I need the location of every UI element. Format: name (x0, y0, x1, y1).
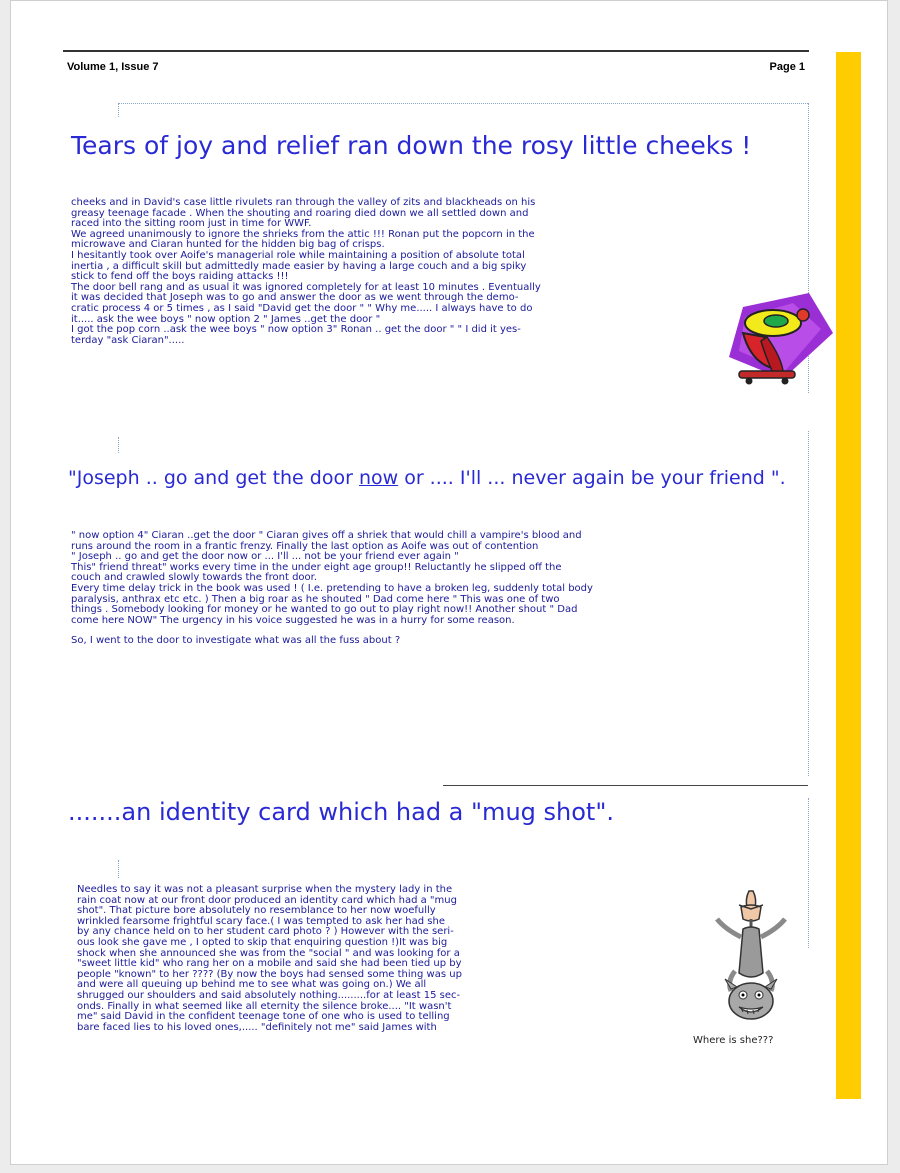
article2-body (71, 531, 593, 647)
body-line: microwave and Ciaran hunted for the hidden big bag of crisps. (71, 239, 385, 251)
section-rule (443, 785, 808, 786)
body-line: This" friend threat" works every time in the under eight age group!! Reluctantly he slipped off the (71, 561, 562, 573)
body-line: people "known" to her ???? (By now the boys had sensed some thing was up (77, 968, 462, 980)
body-line: cratic process 4 or 5 times , as I said "David get the door " " Why me..... I always have to do (71, 302, 533, 314)
frame-border-right (808, 431, 809, 776)
body-line: me" said David in the confident teenage tone of one who is used to telling (77, 1011, 450, 1023)
body-line: raced into the sitting room just in time for WWF. (71, 218, 312, 230)
frame-border-top (118, 103, 808, 104)
body-line: paralysis, anthrax etc etc. ) Then a big roar as he shouted " Dad come here " This was one of two (71, 593, 560, 605)
headline-tears-of-joy: Tears of joy and relief ran down the rosy little cheeks ! (71, 131, 752, 160)
body-line: onds. Finally in what seemed like all eternity the silence broke.... "It wasn't (77, 1000, 452, 1012)
frame-border-right (808, 798, 809, 948)
issue-label: Volume 1, Issue 7 (67, 61, 159, 73)
headline-part: or .... I'll ... never again be your friend ". (398, 467, 786, 489)
body-line: runs around the room in a frantic frenzy. Finally the last option as Aoife was out of contention (71, 540, 539, 552)
body-line: inertia , a difficult skill but admittedly made easier by having a large couch and a big spiky (71, 260, 527, 272)
headline-part: "Joseph .. go and get the door (68, 467, 359, 489)
frame-tick (118, 860, 119, 878)
body-line: it was decided that Joseph was to go and answer the door as we went through the demo- (71, 292, 519, 304)
headline-identity-card: .......an identity card which had a "mug shot". (68, 798, 614, 826)
accent-sidebar-bar (836, 52, 861, 1099)
body-line: " now option 4" Ciaran ..get the door " Ciaran gives off a shriek that would chill a vampire's blood and (71, 530, 582, 541)
body-line: "sweet little kid" who rang her on a mobile and said she had been tied up by (77, 958, 462, 970)
body-line: terday "ask Ciaran"..... (71, 334, 185, 346)
header-rule (63, 50, 809, 52)
page-number: Page 1 (769, 61, 805, 73)
body-line: I got the pop corn ..ask the wee boys " now option 3" Ronan .. get the door " " I did it yes- (71, 324, 521, 336)
body-line: and were all queuing up behind me to see what was going on.) We all (77, 979, 427, 991)
body-line: greasy teenage facade . When the shouting and roaring died down we all settled down and (71, 207, 529, 219)
body-line: cheeks and in David's case little rivulets ran through the valley of zits and blackheads on his (71, 197, 536, 208)
headline-underlined-word: now (358, 467, 399, 489)
body-line: stick to fend off the boys raiding attacks !!! (71, 271, 289, 283)
body-line: ous look she gave me , I opted to skip that enquiring question !)It was big (77, 936, 448, 948)
newsletter-page (10, 0, 888, 1165)
headline-joseph-door (68, 467, 786, 489)
frame-tick (118, 437, 119, 453)
image-caption: Where is she??? (693, 1035, 774, 1046)
body-line: Needles to say it was not a pleasant surprise when the mystery lady in the (77, 884, 453, 895)
body-line: by any chance held on to her student card photo ? ) However with the seri- (77, 926, 454, 938)
body-line: couch and crawled slowly towards the front door. (71, 572, 318, 584)
frame-tick (118, 103, 119, 117)
body-line: The door bell rang and as usual it was ignored completely for at least 10 minutes . Eventually (71, 281, 541, 293)
body-line: I hesitantly took over Aoife's managerial role while maintaining a position of absolute total (71, 249, 525, 261)
body-line: wrinkled fearsome frightful scary face.( I was tempted to ask her had she (77, 915, 445, 927)
body-line: it..... ask the wee boys " now option 2 " James ..get the door " (71, 313, 381, 325)
body-line: rain coat now at our front door produced an identity card which had a "mug (77, 894, 457, 906)
body-line: bare faced lies to his loved ones,..... "definitely not me" said James with (77, 1021, 437, 1033)
body-line: shrugged our shoulders and said absolutely nothing.........for at least 15 sec- (77, 989, 461, 1001)
body-line: " Joseph .. go and get the door now or ... I'll ... not be your friend ever again " (71, 551, 459, 563)
body-line: Every time delay trick in the book was used ! ( I.e. pretending to have a broken leg, suddenly total body (71, 582, 593, 594)
body-line: We agreed unanimously to ignore the shrieks from the attic !!! Ronan put the popcorn in the (71, 228, 535, 240)
body-line: shot". That picture bore absolutely no resemblance to her now woefully (77, 905, 436, 917)
body-line: shock when she announced she was from the "social " and was looking for a (77, 947, 460, 959)
body-line: things . Somebody looking for money or he wanted to go out to play right now!! Another shout " Dad (71, 604, 578, 616)
article1-body (71, 198, 541, 346)
body-line: come here NOW" The urgency in his voice suggested he was in a hurry for some reason. (71, 614, 515, 626)
skateboarder-clipart-icon (721, 287, 837, 387)
dangling-monster-clipart-icon (711, 889, 791, 1029)
closing-line: So, I went to the door to investigate what was all the fuss about ? (71, 635, 401, 647)
article3-body (77, 885, 462, 1033)
